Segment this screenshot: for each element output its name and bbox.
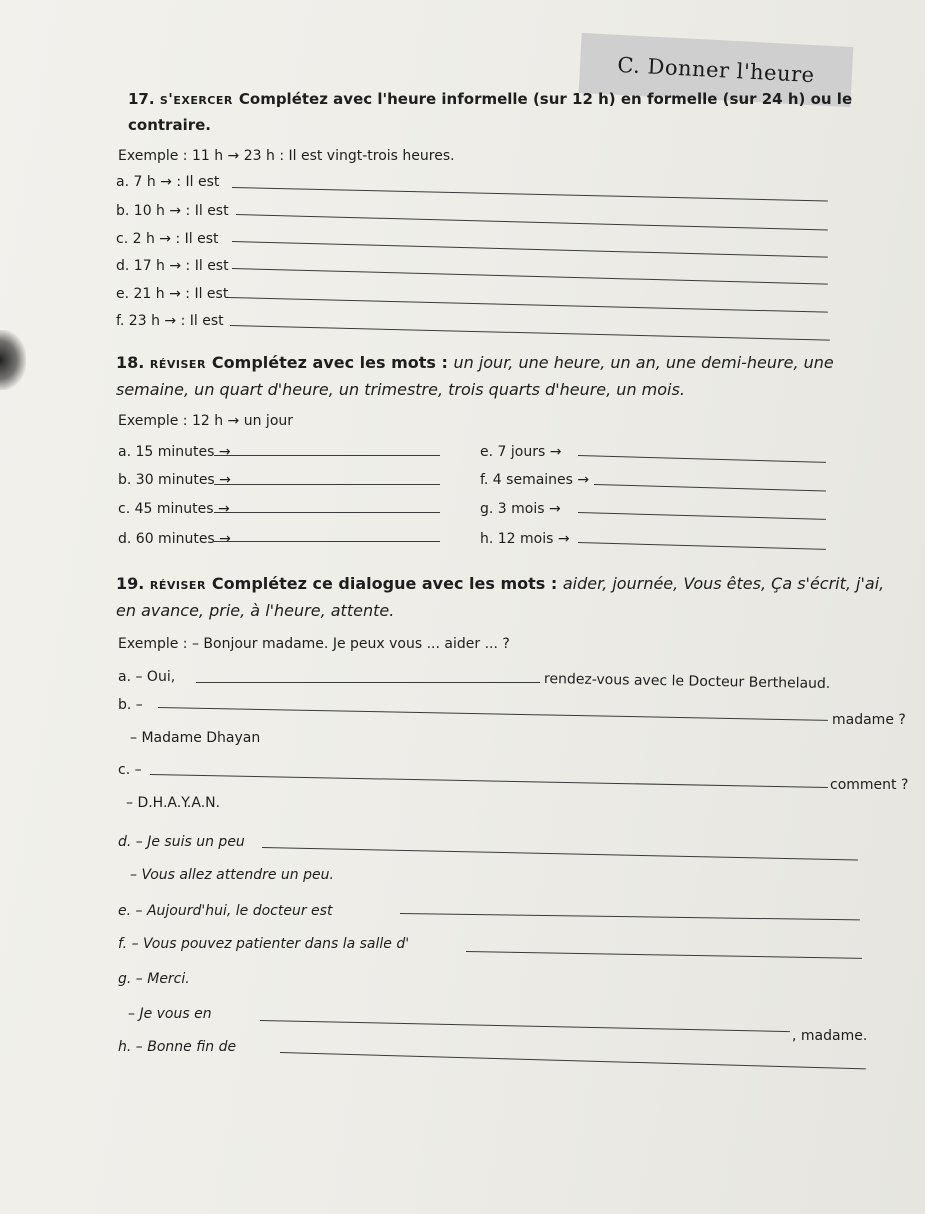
ex17-answer-line-e[interactable] (228, 297, 828, 313)
ex19-d-prefix: d. – Je suis un peu (118, 834, 245, 850)
ex18-answer-line-f[interactable] (594, 484, 826, 491)
ex17-item-e: e. 21 h → : Il est (116, 286, 229, 302)
ex17-item-d: d. 17 h → : Il est (116, 258, 229, 274)
ex19-tag: réviser (149, 574, 206, 593)
ex18-item-b: b. 30 minutes → (118, 472, 231, 488)
ex17-instruction-line2: contraire. (128, 116, 211, 134)
ex17-item-a: a. 7 h → : Il est (116, 174, 220, 190)
ex19-h-prefix: h. – Bonne fin de (118, 1039, 237, 1055)
ex18-item-d: d. 60 minutes → (118, 531, 231, 547)
ex17-example: Exemple : 11 h → 23 h : Il est vingt-trois heures. (118, 148, 455, 164)
ex19-instruction-lead: Complétez ce dialogue avec les mots : (211, 574, 558, 593)
ex18-example: Exemple : 12 h → un jour (118, 413, 294, 429)
ex19-answer-line-g[interactable] (260, 1020, 790, 1032)
ex19-word-list-2: en avance, prie, à l'heure, attente. (116, 601, 395, 620)
ex19-b-suffix: madame ? (832, 712, 906, 728)
ex19-c-suffix: comment ? (830, 777, 909, 793)
ex18-answer-line-g[interactable] (578, 512, 826, 520)
ex19-g2-suffix: , madame. (792, 1028, 868, 1044)
ex19-b-reply: – Madame Dhayan (130, 730, 261, 746)
ex19-answer-line-h[interactable] (280, 1052, 866, 1069)
ex18-item-c: c. 45 minutes → (118, 501, 230, 517)
ex19-a-prefix: a. – Oui, (118, 669, 176, 685)
ex17-item-c: c. 2 h → : Il est (116, 231, 219, 247)
ex17-answer-line-b[interactable] (236, 214, 828, 230)
ex18-item-f: f. 4 semaines → (480, 472, 590, 488)
ex17-answer-line-c[interactable] (232, 241, 828, 258)
page-shadow (0, 330, 26, 390)
ex18-tag: réviser (149, 353, 206, 372)
ex18-word-list-2: semaine, un quart d'heure, un trimestre, trois quarts d'heure, un mois. (116, 380, 685, 399)
ex19-f-prefix: f. – Vous pouvez patienter dans la salle d' (118, 936, 410, 952)
ex19-b-prefix: b. – (118, 697, 143, 713)
ex18-answer-line-h[interactable] (578, 542, 826, 550)
ex19-instruction (116, 574, 884, 593)
ex19-answer-line-c[interactable] (150, 774, 828, 788)
ex18-item-g: g. 3 mois → (480, 501, 561, 517)
ex17-tag: s'exercer (159, 90, 233, 108)
ex18-answer-line-d[interactable] (214, 541, 440, 542)
ex18-item-e: e. 7 jours → (480, 444, 562, 460)
ex19-answer-line-e[interactable] (400, 913, 860, 920)
ex18-item-h: h. 12 mois → (480, 531, 570, 547)
ex17-answer-line-d[interactable] (232, 268, 828, 285)
ex18-answer-line-b[interactable] (214, 484, 440, 485)
ex18-word-list-1: un jour, une heure, un an, une demi-heure, une (453, 353, 834, 372)
ex19-c-reply: – D.H.A.Y.A.N. (126, 795, 221, 811)
ex18-answer-line-c[interactable] (214, 512, 440, 513)
ex18-answer-line-e[interactable] (578, 455, 826, 463)
ex17-item-f: f. 23 h → : Il est (116, 313, 224, 329)
ex18-item-a: a. 15 minutes → (118, 444, 231, 460)
ex19-answer-line-b[interactable] (158, 707, 828, 721)
ex17-item-b: b. 10 h → : Il est (116, 203, 229, 219)
ex17-instruction (128, 90, 852, 108)
ex19-example: Exemple : – Bonjour madame. Je peux vous ... aider ... ? (118, 636, 510, 652)
ex17-answer-line-a[interactable] (232, 187, 828, 202)
ex19-word-list-1: aider, journée, Vous êtes, Ça s'écrit, j'ai, (562, 574, 885, 593)
ex19-number: 19. (116, 574, 145, 593)
ex19-g-line: g. – Merci. (118, 971, 190, 987)
ex19-answer-line-f[interactable] (466, 951, 862, 959)
ex19-answer-line-a[interactable] (196, 682, 540, 683)
ex19-d-reply: – Vous allez attendre un peu. (130, 867, 334, 883)
ex19-e-prefix: e. – Aujourd'hui, le docteur est (118, 903, 333, 919)
ex19-g2-prefix: – Je vous en (128, 1006, 212, 1022)
ex18-number: 18. (116, 353, 145, 372)
ex18-instruction (116, 353, 834, 372)
ex17-number: 17. (128, 90, 155, 108)
ex17-answer-line-f[interactable] (230, 325, 830, 341)
ex19-c-prefix: c. – (118, 762, 142, 778)
ex17-instruction-line1: Complétez avec l'heure informelle (sur 12 h) en formelle (sur 24 h) ou le (238, 90, 853, 108)
ex19-answer-line-d[interactable] (262, 847, 858, 860)
ex19-a-suffix: rendez-vous avec le Docteur Berthelaud. (543, 671, 831, 692)
ex18-instruction-lead: Complétez avec les mots : (211, 353, 448, 372)
ex18-answer-line-a[interactable] (214, 455, 440, 456)
section-title: C. Donner l'heure (616, 52, 816, 88)
